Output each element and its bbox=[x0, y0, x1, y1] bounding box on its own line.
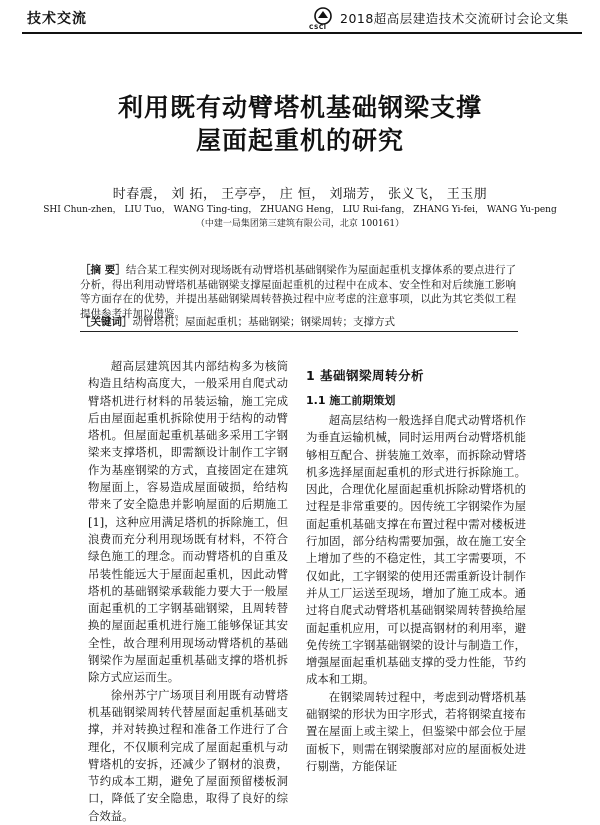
paragraph: 在钢梁周转过程中，考虑到动臂塔机基础钢梁的形状为田字形式，若将钢梁直接布置在屋面上或主梁上，但鉴梁中部会位于屋面板下，则需在钢梁腹部对应的屋面板处进行剔凿，方能保证 bbox=[306, 689, 526, 773]
authors-cn: 时春震， 刘 拓， 王亭亭， 庄 恒， 刘瑞芳， 张义飞， 王玉朋 bbox=[112, 187, 488, 202]
abstract-label: ［摘 要］ bbox=[80, 264, 126, 276]
paragraph: 徐州苏宁广场项目利用既有动臂塔机基础钢梁周转代替屋面起重机基础支撑，并对转换过程和准备工作进行了合理化，不仅顺利完成了屋面起重机与动臂塔机的安拆，还减少了钢材的浪费，节约成本工期，避免了屋面预留楼板洞口，降低了安全隐患，取得了良好的综合效益。 bbox=[88, 687, 288, 823]
subsection-heading: 1.1 施工前期策划 bbox=[306, 394, 396, 407]
keywords-label: ［关键词］ bbox=[80, 316, 133, 328]
keywords bbox=[80, 314, 516, 329]
section-label: 技术交流 bbox=[27, 11, 87, 27]
header-rule bbox=[22, 32, 582, 34]
body-right-column bbox=[306, 412, 526, 775]
keywords-text: 动臂塔机；屋面起重机；基础钢梁；钢梁周转；支撑方式 bbox=[132, 316, 395, 328]
paper-title-line2: 屋面起重机的研究 bbox=[195, 126, 404, 155]
abstract bbox=[80, 263, 516, 321]
paper-title-line1: 利用既有动臂塔机基础钢梁支撑 bbox=[117, 93, 482, 122]
abstract-rule bbox=[80, 331, 518, 332]
section-heading: 1 基础钢梁周转分析 bbox=[306, 368, 425, 383]
proceedings-title: 2018超高层建造技术交流研讨会论文集 bbox=[340, 11, 569, 26]
logo-text: CSCI bbox=[309, 24, 327, 31]
affiliation: （中建一局集团第三建筑有限公司，北京 100161） bbox=[195, 219, 405, 229]
body-left-column bbox=[88, 358, 288, 825]
authors-en: SHI Chun-zhen， LIU Tuo， WANG Ting-ting， ZHUANG Heng， LIU Rui-fang， ZHANG Yi-fei， WANG Yu-peng bbox=[43, 205, 557, 215]
abstract-text: 结合某工程实例对现场既有动臂塔机基础钢梁作为屋面起重机支撑体系的要点进行了分析，得出利用动臂塔机基础钢梁支撑屋面起重机的过程中在成本、安全性和对后续施工影响等方面存在的优势，并提出基础钢梁周转替换过程中应考虑的注意事项，以此为其它类似工程提供参考并加以借鉴。 bbox=[80, 264, 517, 320]
paragraph: 超高层结构一般选择自爬式动臂塔机作为垂直运输机械，同时运用两台动臂塔机能够相互配合、拼装施工效率，而拆除动臂塔机多选择屋面起重机的形式进行拆除施工。因此，合理优化屋面起重机拆除动臂塔机的过程是非常重要的。因传统工字钢梁作为屋面起重机基础支撑在布置过程中需对楼板进行加固，部分结构需要加强，故在施工安全上增加了些的不稳定性，其工字需要项，不仅如此，工字钢梁的使用还需重新设计制作并从工厂运送至现场，增加了施工成本。通过将自爬式动臂塔机基础钢梁周转替换给屋面起重机应用，可以提高钢材的利用率，避免传统工字钢基础钢梁的设计与制造工作，增强屋面起重机基础支撑的受力性能，节约成本和工期。 bbox=[306, 413, 526, 687]
paragraph: 超高层建筑因其内部结构多为核筒构造且结构高度大，一般采用自爬式动臂塔机进行材料的吊装运输，施工完成后由屋面起重机拆除使用于结构的动臂塔机。但屋面起重机基础多采用工字钢梁来支撑塔机，即需额设计制作工字钢作为基座钢梁的方式，直接固定在建筑物屋面上，容易造成屋面破损，给结构带来了安全隐患并影响屋面的后期施工[1]，这种应用满足塔机的拆除施工，但浪费而充分利用现场既有材料，不符合绿色施工的理念。而动臂塔机的自重及吊装性能远大于屋面起重机，因此动臂塔机的基础钢梁承载能力要大于一般屋面起重机的工字钢基础钢梁，且周转替换的屋面起重机进行施工能够保证其安全性，故合理利用现场动臂塔机的基础钢梁作为屋面起重机基础支撑的塔机拆除方式应运而生。 bbox=[88, 359, 288, 685]
